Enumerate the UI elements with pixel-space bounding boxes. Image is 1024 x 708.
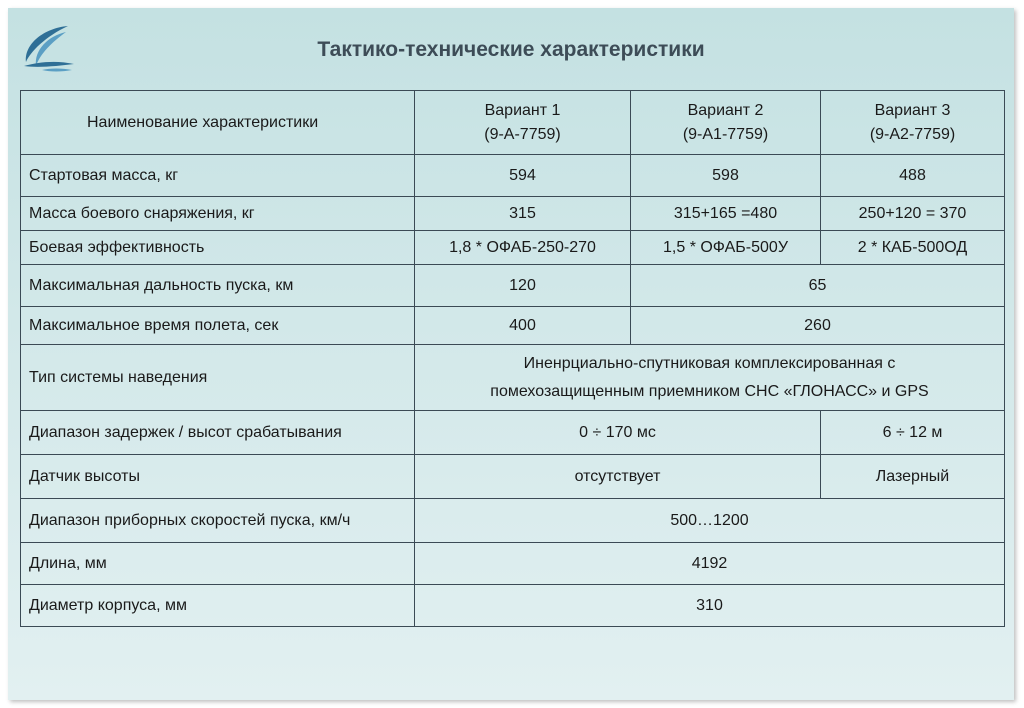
cell-variant-3: 250+120 = 370 (821, 197, 1005, 231)
variant-1-label: Вариант 1 (484, 101, 561, 119)
row-name: Боевая эффективность (21, 231, 415, 265)
variant-1-code: (9-А-7759) (484, 125, 561, 143)
table-row-payload-mass (21, 197, 1005, 231)
table-row-length (21, 543, 1005, 585)
row-name: Диапазон приборных скоростей пуска, км/ч (21, 499, 415, 543)
cell-all-variants: 500…1200 (415, 499, 1005, 543)
table-row-max-range (21, 265, 1005, 307)
cell-variants-1-2: 0 ÷ 170 мс (415, 411, 821, 455)
cell-variants-2-3: 65 (631, 265, 1005, 307)
cell-variant-3: Лазерный (821, 455, 1005, 499)
row-name: Длина, мм (21, 543, 415, 585)
row-name: Диапазон задержек / высот срабатывания (21, 411, 415, 455)
table-row-max-flight-time (21, 307, 1005, 345)
table-row-guidance-type (21, 345, 1005, 411)
cell-variant-1: 315 (415, 197, 631, 231)
row-name: Максимальное время полета, сек (21, 307, 415, 345)
variant-3-code: (9-А2-7759) (869, 125, 956, 143)
table-row-combat-efficiency (21, 231, 1005, 265)
variant-2-label: Вариант 2 (687, 101, 764, 119)
cell-variant-2: 1,5 * ОФАБ-500У (631, 231, 821, 265)
table-row-delay-range (21, 411, 1005, 455)
cell-variant-1: 1,8 * ОФАБ-250-270 (415, 231, 631, 265)
row-name: Стартовая масса, кг (21, 155, 415, 197)
cell-variant-3: 6 ÷ 12 м (821, 411, 1005, 455)
header-variant-2 (631, 91, 821, 155)
header-name-label: Наименование характеристики (87, 113, 319, 131)
row-name: Масса боевого снаряжения, кг (21, 197, 415, 231)
cell-all-variants: 310 (415, 585, 1005, 627)
table-header-row (21, 91, 1005, 155)
row-name: Датчик высоты (21, 455, 415, 499)
table-row-altimeter (21, 455, 1005, 499)
cell-variant-1: 400 (415, 307, 631, 345)
guidance-line-1: Иненрциально-спутниковая комплексированная с (523, 354, 896, 372)
cell-variant-2: 315+165 =480 (631, 197, 821, 231)
cell-all-variants (415, 345, 1005, 411)
header-variant-1 (415, 91, 631, 155)
table-row-start-mass (21, 155, 1005, 197)
table-row-speed-range (21, 499, 1005, 543)
row-name: Тип системы наведения (21, 345, 415, 411)
cell-variants-1-2: отсутствует (415, 455, 821, 499)
cell-variants-2-3: 260 (631, 307, 1005, 345)
cell-all-variants: 4192 (415, 543, 1005, 585)
slide (8, 8, 1014, 700)
guidance-line-2: помехозащищенным приемником СНС «ГЛОНАСС» и GPS (490, 382, 929, 400)
header-name-cell (21, 91, 415, 155)
header-variant-3 (821, 91, 1005, 155)
cell-variant-3: 488 (821, 155, 1005, 197)
cell-variant-1: 594 (415, 155, 631, 197)
variant-3-label: Вариант 3 (874, 101, 951, 119)
row-name: Диаметр корпуса, мм (21, 585, 415, 627)
page-title: Тактико-технические характеристики (317, 38, 705, 61)
table-row-diameter (21, 585, 1005, 627)
cell-variant-1: 120 (415, 265, 631, 307)
row-name: Максимальная дальность пуска, км (21, 265, 415, 307)
cell-variant-3: 2 * КАБ-500ОД (821, 231, 1005, 265)
variant-2-code: (9-А1-7759) (682, 125, 769, 143)
specifications-table (20, 90, 1005, 627)
cell-variant-2: 598 (631, 155, 821, 197)
